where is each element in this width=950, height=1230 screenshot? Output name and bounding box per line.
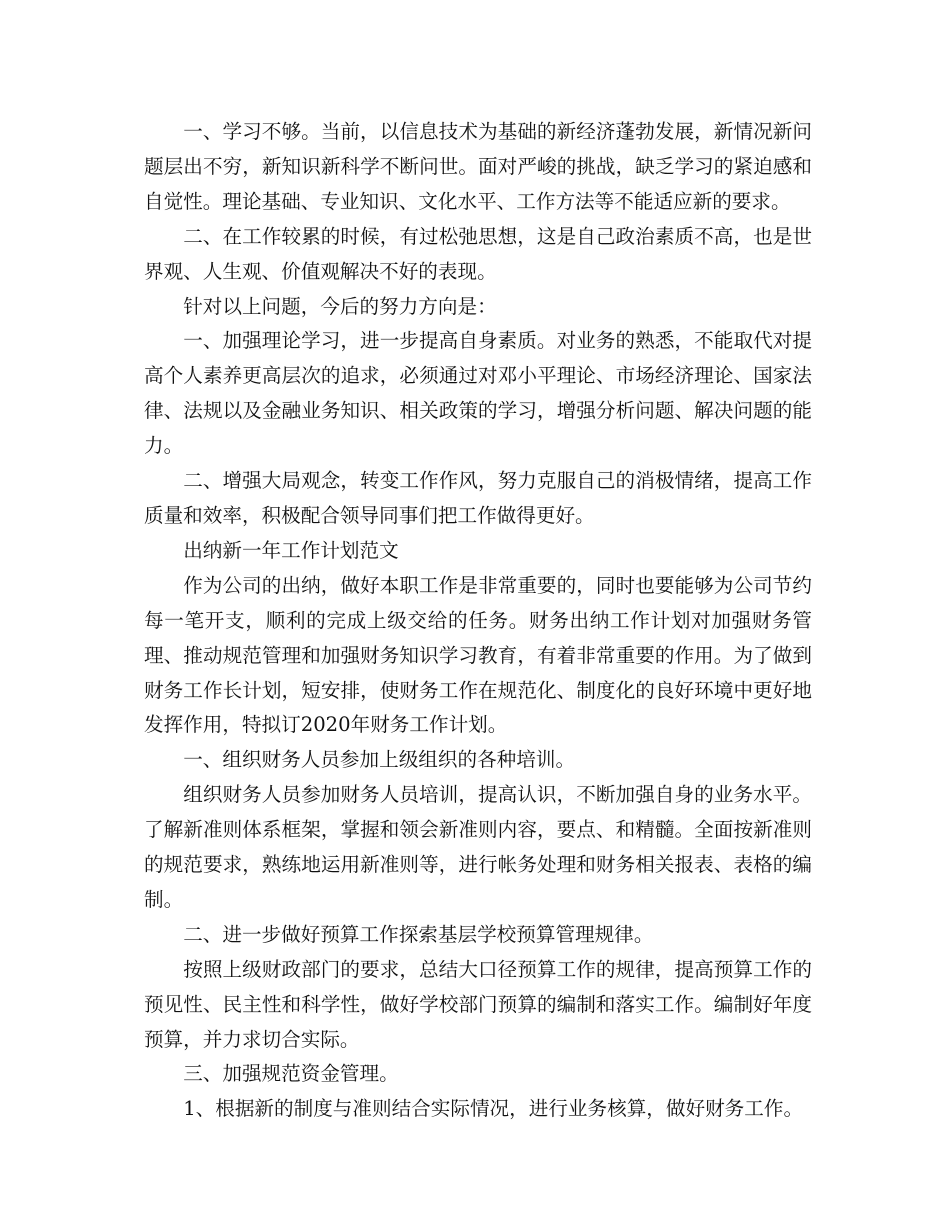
item-heading-fund-management: 三、加强规范资金管理。 <box>183 1062 399 1086</box>
paragraph-cashier-intro: 作为公司的出纳，做好本职工作是非常重要的，同时也要能够为公司节约每一笔开支，顺利的完成上级交给的任务。财务出纳工作计划对加强财务管理、推动规范管理和加强财务知识学习教育，有着非常重要的作用。为了做到财务工作长计划，短安排，使财务工作在规范化、制度化的良好环境中更好地发挥作用，特拟订2020年财务工作计划。 <box>144 573 812 737</box>
paragraph-training-detail: 组织财务人员参加财务人员培训，提高认识，不断加强自身的业务水平。了解新准则体系框架，掌握和领会新准则内容，要点、和精髓。全面按新准则的规范要求，熟练地运用新准则等，进行帐务处理和财务相关报表、表格的编制。 <box>144 783 812 911</box>
paragraph-overall-view: 二、增强大局观念，转变工作作风，努力克服自己的消极情绪，提高工作质量和效率，积极配合领导同事们把工作做得更好。 <box>144 469 812 527</box>
document-body <box>144 115 812 1127</box>
item-heading-budget: 二、进一步做好预算工作探索基层学校预算管理规律。 <box>183 922 654 946</box>
paragraph-strengthen-theory: 一、加强理论学习，进一步提高自身素质。对业务的熟悉，不能取代对提高个人素养更高层次的追求，必须通过对邓小平理论、市场经济理论、国家法律、法规以及金融业务知识、相关政策的学习，增强分析问题、解决问题的能力。 <box>144 329 812 458</box>
section-heading-cashier-plan: 出纳新一年工作计划范文 <box>183 538 399 562</box>
paragraph-improvement-direction: 针对以上问题，今后的努力方向是： <box>183 294 497 318</box>
paragraph-learning-insufficient: 一、学习不够。当前，以信息技术为基础的新经济蓬勃发展，新情况新问题层出不穷，新知识新科学不断问世。面对严峻的挑战，缺乏学习的紧迫感和自觉性。理论基础、专业知识、文化水平、工作方法等不能适应新的要求。 <box>144 120 812 213</box>
paragraph-budget-detail: 按照上级财政部门的要求，总结大口径预算工作的规律，提高预算工作的预见性、民主性和科学性，做好学校部门预算的编制和落实工作。编制好年度预算，并力求切合实际。 <box>144 957 812 1051</box>
item-heading-training: 一、组织财务人员参加上级组织的各种培训。 <box>183 748 576 772</box>
paragraph-fund-management-1: 1、根据新的制度与准则结合实际情况，进行业务核算，做好财务工作。 <box>183 1097 804 1121</box>
paragraph-relaxed-thinking: 二、在工作较累的时候，有过松弛思想，这是自己政治素质不高，也是世界观、人生观、价值观解决不好的表现。 <box>144 224 812 283</box>
